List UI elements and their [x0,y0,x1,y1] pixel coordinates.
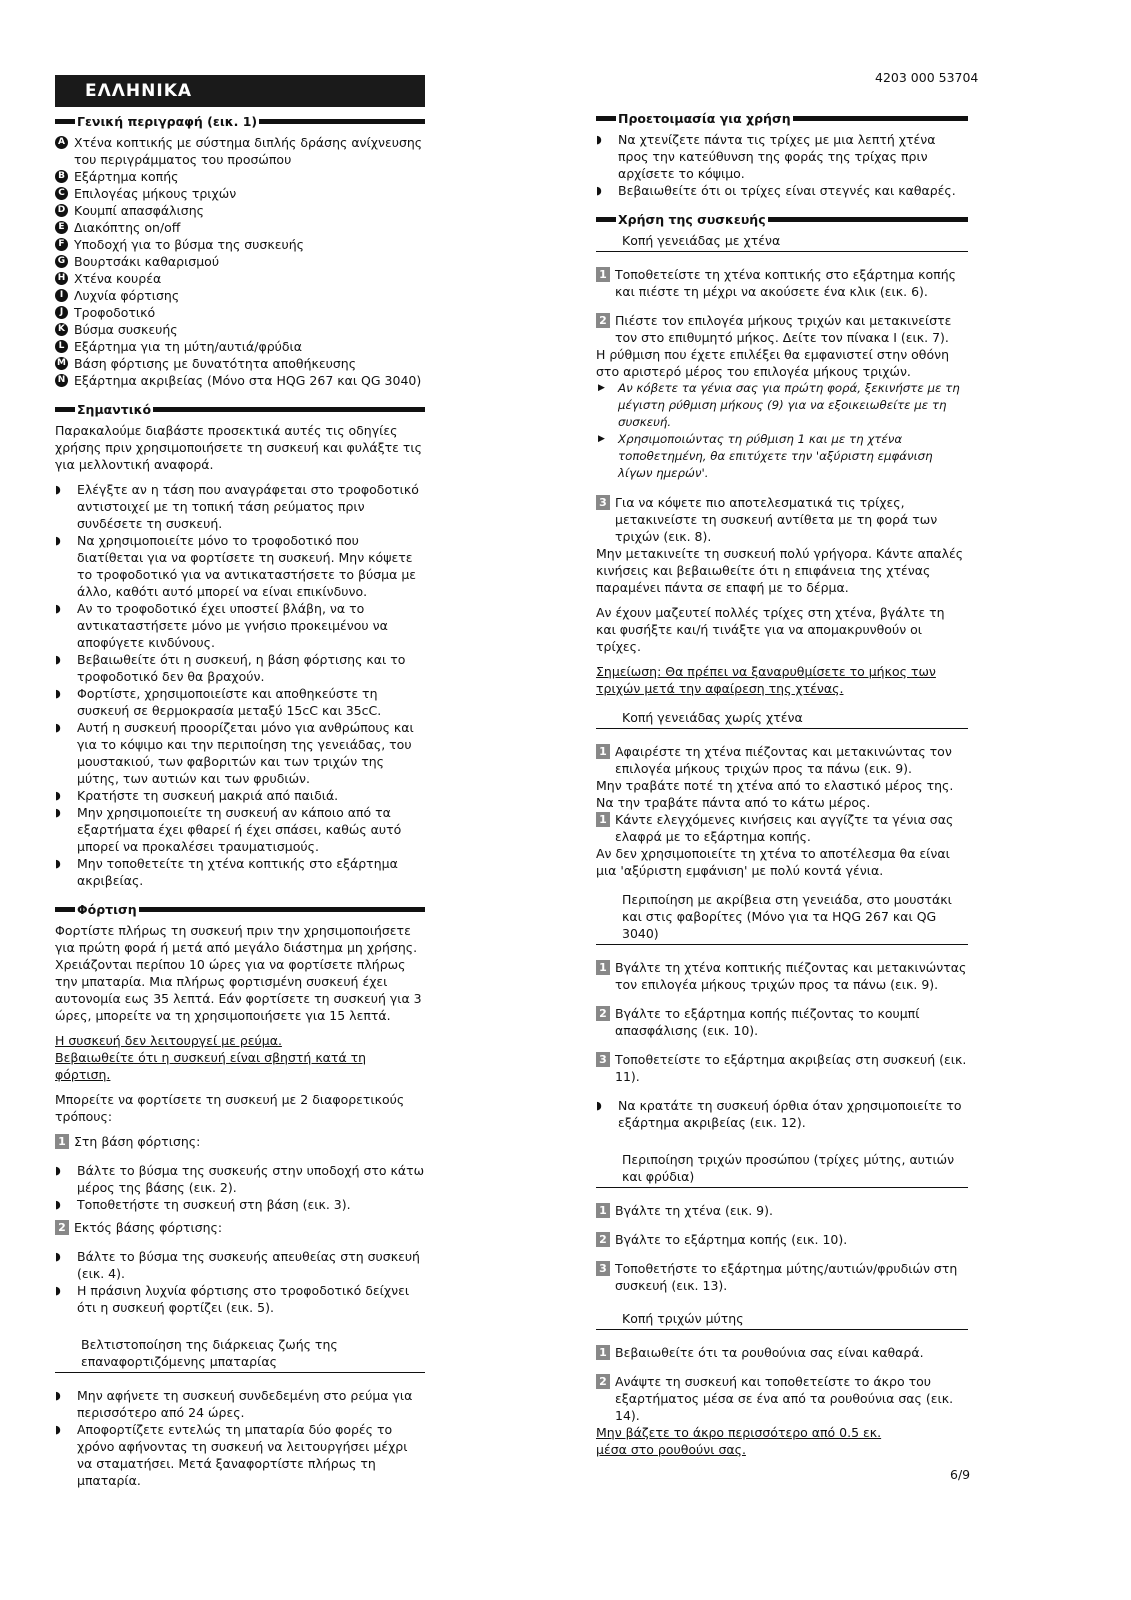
charging-step-2: 2 Εκτός βάσης φόρτισης: [55,1219,425,1236]
charging-para2: Χρειάζονται περίπου 10 ώρες για να φορτίσετε πλήρως την μπαταρία. Μια πλήρως φορτισμένη συσκευή έχει αυτονομία εως 35 λεπτά. Εάν φορτίσετε τη συσκευή για 3 ώρες, μπορείτε να τη χρησιμοποιήσετε για 15 λεπτά. [55,957,422,1023]
left-column [55,75,425,1489]
list-item [55,338,425,355]
list-item-text: Εξάρτημα κοπής [74,169,179,184]
bullet-text: Η πράσινη λυχνία φόρτισης στο τροφοδοτικό δείχνει ότι η συσκευή φορτίζει (εικ. 5). [77,1283,410,1315]
bullet-marker-icon: ◗ [596,133,602,146]
tip-text: Χρησιμοποιώντας τη ρύθμιση 1 και με τη χτένα τοποθετημένη, θα επιτύχετε την 'αξύριστη εμφάνιση λίγων ημερών'. [618,432,933,480]
precision-step-2: 2 Βγάλτε το εξάρτημα κοπής πιέζοντας το κουμπί απασφάλισης (εικ. 10). [596,1005,968,1039]
bullet-item [55,532,425,600]
bullet-marker-icon: ◗ [55,806,61,819]
list-item-text: Τροφοδοτικό [74,305,156,320]
bullet-text: Να χρησιμοποιείτε μόνο το τροφοδοτικό που διατίθεται για να φορτίσετε τη συσκευή. Μην κόψετε το τροφοδοτικό για να αντικαταστήσετε το βύσμα με άλλο, καθότι αυτό μπορεί να είναι επικίνδυνο. [77,533,417,599]
precision-step-3: 3 Τοποθετείστε το εξάρτημα ακριβείας στη συσκευή (εικ. 11). [596,1051,968,1085]
nose-step-1: 1 Βεβαιωθείτε ότι τα ρουθούνια σας είναι καθαρά. [596,1344,968,1361]
bullet-text: Βάλτε το βύσμα της συσκευής απευθείας στη συσκευή (εικ. 4). [77,1249,420,1281]
list-item-text: Διακόπτης on/off [74,220,181,235]
list-item [55,270,425,287]
important-bullets [55,481,425,889]
comb-para: Αν έχουν μαζευτεί πολλές τρίχες στη χτένα, βγάλτε τη και φυσήξτε και/ή τινάξτε για να απομακρυνθούν οι τρίχες. [596,605,945,654]
bullet-text: Μην χρησιμοποιείτε τη συσκευή αν κάποιο από τα εξαρτήματα έχει φθαρεί ή έχει σπάσει, καθώς αυτό μπορεί να προκαλέσει τραυματισμούς. [77,805,402,854]
arrow-icon: ▶ [598,434,605,444]
list-item [55,304,425,321]
bullet-text: Βάλτε το βύσμα της συσκευής στην υποδοχή στο κάτω μέρος της βάσης (εικ. 2). [77,1163,425,1195]
bullet-item [55,600,425,651]
list-item [55,134,425,168]
charging-para1: Φορτίστε πλήρως τη συσκευή πριν την χρησιμοποιήσετε για πρώτη φορά ή μετά από μεγάλο διάστημα μη χρήσης. [55,923,418,955]
list-item [55,287,425,304]
bullet-text: Ελέγξτε αν η τάση που αναγράφεται στο τροφοδοτικό αντιστοιχεί με τη τοπική τάση ρεύματος πριν συνδέσετε τη συσκευή. [77,482,419,531]
bullet-marker-icon: ◗ [55,687,61,700]
bullet-marker-icon: ◗ [55,602,61,615]
right-column [596,75,968,1458]
nocomb-after-2: Να την τραβάτε πάντα από το κάτω μέρος. [596,795,871,810]
bullet-text: Αυτή η συσκευή προορίζεται μόνο για ανθρώπους και για το κόψιμο και την περιποίηση της γενειάδας, του μουστακιού, των φαβοριτών και των τριχών της μύτης, των αυτιών και των φρυδιών. [77,720,414,786]
bullet-item [55,1282,425,1316]
facial-step-2: 2 Βγάλτε το εξάρτημα κοπής (εικ. 10). [596,1231,968,1248]
list-item-text: Χτένα κοπτικής με σύστημα διπλής δράσης ανίχνευσης του περιγράμματος του προσώπου [74,135,423,167]
subheading-battery: Βελτιστοποίηση της διάρκειας ζωής της επαναφορτιζόμενης μπαταρίας [55,1336,425,1373]
subheading-precision: Περιποίηση με ακρίβεια στη γενειάδα, στο μουστάκι και στις φαβορίτες (Μόνο για τα HQG 267 και QG 3040) [596,891,968,945]
bullet-item [55,1248,425,1282]
list-item [55,236,425,253]
bullet-item [596,182,968,199]
list-item-text: Βουρτσάκι καθαρισμού [74,254,220,269]
letter-badge: N [55,374,68,387]
bullet-marker-icon: ◗ [55,1389,61,1402]
language-banner: ΕΛΛΗΝΙΚΑ [55,75,425,107]
bullet-marker-icon: ◗ [55,721,61,734]
bullet-text: Φορτίστε, χρησιμοποιείστε και αποθηκεύστε τη συσκευή σε θερμοκρασία μεταξύ 15cC και 35cC. [77,686,382,718]
bullet-text: Αποφορτίζετε εντελώς τη μπαταρία δύο φορές το χρόνο αφήνοντας τη συσκευή να λειτουργήσει μέχρι να σταματήσει. Μετά ξαναφορτίστε πλήρως τη μπαταρία. [77,1422,408,1488]
section-heading-charging: Φόρτιση [55,901,425,918]
bullet-marker-icon: ◗ [55,857,61,870]
prep-bullets [596,131,968,199]
subheading-with-comb: Κοπή γενειάδας με χτένα [596,232,968,252]
bullet-text: Βεβαιωθείτε ότι η συσκευή, η βάση φόρτισης και το τροφοδοτικό δεν θα βραχούν. [77,652,406,684]
letter-badge: I [55,289,68,302]
section-heading-prep: Προετοιμασία για χρήση [596,110,968,127]
bullet-text: Τοποθετήστε τη συσκευή στη βάση (εικ. 3). [77,1197,351,1212]
step1-bullets [55,1162,425,1213]
letter-badge: H [55,272,68,285]
list-item [55,355,425,372]
page-number: 6/9 [950,1467,971,1482]
bullet-item [55,719,425,787]
bullet-marker-icon: ◗ [55,1164,61,1177]
subheading-nose: Κοπή τριχών μύτης [596,1310,968,1330]
precision-step-1: 1 Βγάλτε τη χτένα κοπτικής πιέζοντας και μετακινώντας τον επιλογέα μήκους τριχών προς τα πάνω (εικ. 9). [596,959,968,993]
bullet-item [55,481,425,532]
nose-step-2: 2 Ανάψτε τη συσκευή και τοποθετείστε το άκρο του εξαρτήματος μέσα σε ένα από τα ρουθούνια σας (εικ. 14). [596,1373,968,1424]
list-item [55,253,425,270]
letter-badge: E [55,221,68,234]
nocomb-step-2: 1 Κάντε ελεγχόμενες κινήσεις και αγγίζτε τα γένια σας ελαφρά με το εξάρτημα κοπής. [596,811,968,845]
charging-note2: Βεβαιωθείτε ότι η συσκευή είναι σβηστή κατά τη φόρτιση. [55,1050,367,1082]
letter-badge: L [55,340,68,353]
arrow-icon: ▶ [598,383,605,393]
tips-list [596,380,968,482]
nocomb-step-1: 1 Αφαιρέστε τη χτένα πιέζοντας και μετακινώντας τον επιλογέα μήκους τριχών προς τα πάνω (εικ. 9). [596,743,968,777]
bullet-item [55,855,425,889]
charging-note1: Η συσκευή δεν λειτουργεί με ρεύμα. [55,1033,282,1048]
bullet-marker-icon: ◗ [55,534,61,547]
bullet-item [55,1162,425,1196]
bullet-text: Μην αφήνετε τη συσκευή συνδεδεμένη στο ρεύμα για περισσότερο από 24 ώρες. [77,1388,413,1420]
use-step-2: 2 Πιέστε τον επιλογέα μήκους τριχών και μετακινείστε τον στο επιθυμητό μήκος. Δείτε τον πίνακα I (εικ. 7). [596,312,968,346]
letter-badge: B [55,170,68,183]
document-number: 4203 000 53704 [875,70,979,85]
list-item-text: Επιλογέας μήκους τριχών [74,186,237,201]
bullet-marker-icon: ◗ [55,1284,61,1297]
tip-item [596,380,968,431]
list-item [55,202,425,219]
section-heading-important: Σημαντικό [55,401,425,418]
use-step-3: 3 Για να κόψετε πιο αποτελεσματικά τις τρίχες, μετακινείστε τη συσκευή αντίθετα με τη φορά των τριχών (εικ. 8). [596,494,968,545]
bullet-text: Κρατήστε τη συσκευή μακριά από παιδιά. [77,788,339,803]
bullet-marker-icon: ◗ [55,1423,61,1436]
tip-text: Αν κόβετε τα γένια σας για πρώτη φορά, ξεκινήστε με τη μέγιστη ρύθμιση μήκους (9) για να εξοικειωθείτε με τη συσκευή. [618,381,960,429]
bullet-marker-icon: ◗ [55,483,61,496]
list-item [55,219,425,236]
letter-badge: A [55,136,68,149]
bullet-item [55,651,425,685]
use-step-3-after: Μην μετακινείτε τη συσκευή πολύ γρήγορα. Κάντε απαλές κινήσεις και βεβαιωθείτε ότι η επιφάνεια της χτένας παραμένει πάντα σε επαφή με το δέρμα. [596,546,964,595]
bullet-marker-icon: ◗ [596,184,602,197]
bullet-marker-icon: ◗ [55,1250,61,1263]
list-item [55,321,425,338]
bullet-text: Αν το τροφοδοτικό έχει υποστεί βλάβη, να το αντικαταστήσετε μόνο με γνήσιο προκειμένου να αποφύγετε κινδύνους. [77,601,388,650]
letter-badge: D [55,204,68,217]
battery-bullets [55,1387,425,1489]
subheading-facial: Περιποίηση τριχών προσώπου (τρίχες μύτης, αυτιών και φρύδια) [596,1151,968,1188]
letter-badge: F [55,238,68,251]
list-item [55,372,425,389]
nose-note-2: μέσα στο ρουθούνι σας. [596,1442,746,1457]
list-item-text: Εξάρτημα για τη μύτη/αυτιά/φρύδια [74,339,302,354]
list-item-text: Υποδοχή για το βύσμα της συσκευής [74,237,304,252]
bullet-marker-icon: ◗ [55,789,61,802]
bullet-item [55,1196,425,1213]
bullet-text: Βεβαιωθείτε ότι οι τρίχες είναι στεγνές και καθαρές. [618,183,956,198]
section-heading-use: Χρήση της συσκευής [596,211,968,228]
bullet-item [55,1421,425,1489]
bullet-item [55,685,425,719]
step2-bullets [55,1248,425,1316]
list-item-text: Βάση φόρτισης με δυνατότητα αποθήκευσης [74,356,357,371]
nocomb-step-2-after: Αν δεν χρησιμοποιείτε τη χτένα το αποτέλεσμα θα είναι μια 'αξύριστη εμφάνιση' με πολύ κοντά γένια. [596,846,950,878]
comb-note: Σημείωση: Θα πρέπει να ξαναρυθμίσετε το μήκος των τριχών μετά την αφαίρεση της χτένας. [596,664,936,696]
facial-step-3: 3 Τοποθετήστε το εξάρτημα μύτης/αυτιών/φρυδιών στη συσκευή (εικ. 13). [596,1260,968,1294]
charging-ways: Μπορείτε να φορτίσετε τη συσκευή με 2 διαφορετικούς τρόπους: [55,1092,405,1124]
list-item-text: Κουμπί απασφάλισης [74,203,204,218]
bullet-item [55,1387,425,1421]
use-step-2-after: Η ρύθμιση που έχετε επιλέξει θα εμφανιστεί στην οθόνη στο αριστερό μέρος του επιλογέα μήκους τριχών. [596,347,950,379]
parts-list [55,134,425,389]
list-item-text: Βύσμα συσκευής [74,322,178,337]
letter-badge: M [55,357,68,370]
nose-note-1: Μην βάζετε το άκρο περισσότερο από 0.5 εκ. [596,1425,882,1440]
subheading-without-comb: Κοπή γενειάδας χωρίς χτένα [596,709,968,729]
bullet-item [55,804,425,855]
list-item-text: Χτένα κουρέα [74,271,162,286]
section-heading-general: Γενική περιγραφή (εικ. 1) [55,113,425,130]
bullet-item [55,787,425,804]
important-intro: Παρακαλούμε διαβάστε προσεκτικά αυτές τις οδηγίες χρήσης πριν χρησιμοποιήσετε τη συσκευή και φυλάξτε τις για μελλοντική αναφορά. [55,423,422,472]
bullet-item [596,131,968,182]
list-item [55,185,425,202]
tip-item [596,431,968,482]
letter-badge: K [55,323,68,336]
bullet-marker-icon: ◗ [55,1198,61,1211]
letter-badge: C [55,187,68,200]
letter-badge: G [55,255,68,268]
charging-step-1: 1 Στη βάση φόρτισης: [55,1133,425,1150]
use-step-1: 1 Τοποθετείστε τη χτένα κοπτικής στο εξάρτημα κοπής και πιέστε τη μέχρι να ακούσετε ένα κλικ (εικ. 6). [596,266,968,300]
list-item [55,168,425,185]
bullet-marker-icon: ◗ [55,653,61,666]
list-item-text: Εξάρτημα ακριβείας (Μόνο στα HQG 267 και QG 3040) [74,373,422,388]
nocomb-after-1: Μην τραβάτε ποτέ τη χτένα από το ελαστικό μέρος της. [596,778,954,793]
precision-bullet: ◗ Να κρατάτε τη συσκευή όρθια όταν χρησιμοποιείτε το εξάρτημα ακριβείας (εικ. 12). [596,1098,962,1130]
letter-badge: J [55,306,68,319]
list-item-text: Λυχνία φόρτισης [74,288,180,303]
bullet-text: Να χτενίζετε πάντα τις τρίχες με μια λεπτή χτένα προς την κατεύθυνση της φοράς της τρίχας πριν αρχίσετε το κόψιμο. [618,132,936,181]
facial-step-1: 1 Βγάλτε τη χτένα (εικ. 9). [596,1202,968,1219]
bullet-text: Μην τοποθετείτε τη χτένα κοπτικής στο εξάρτημα ακριβείας. [77,856,398,888]
